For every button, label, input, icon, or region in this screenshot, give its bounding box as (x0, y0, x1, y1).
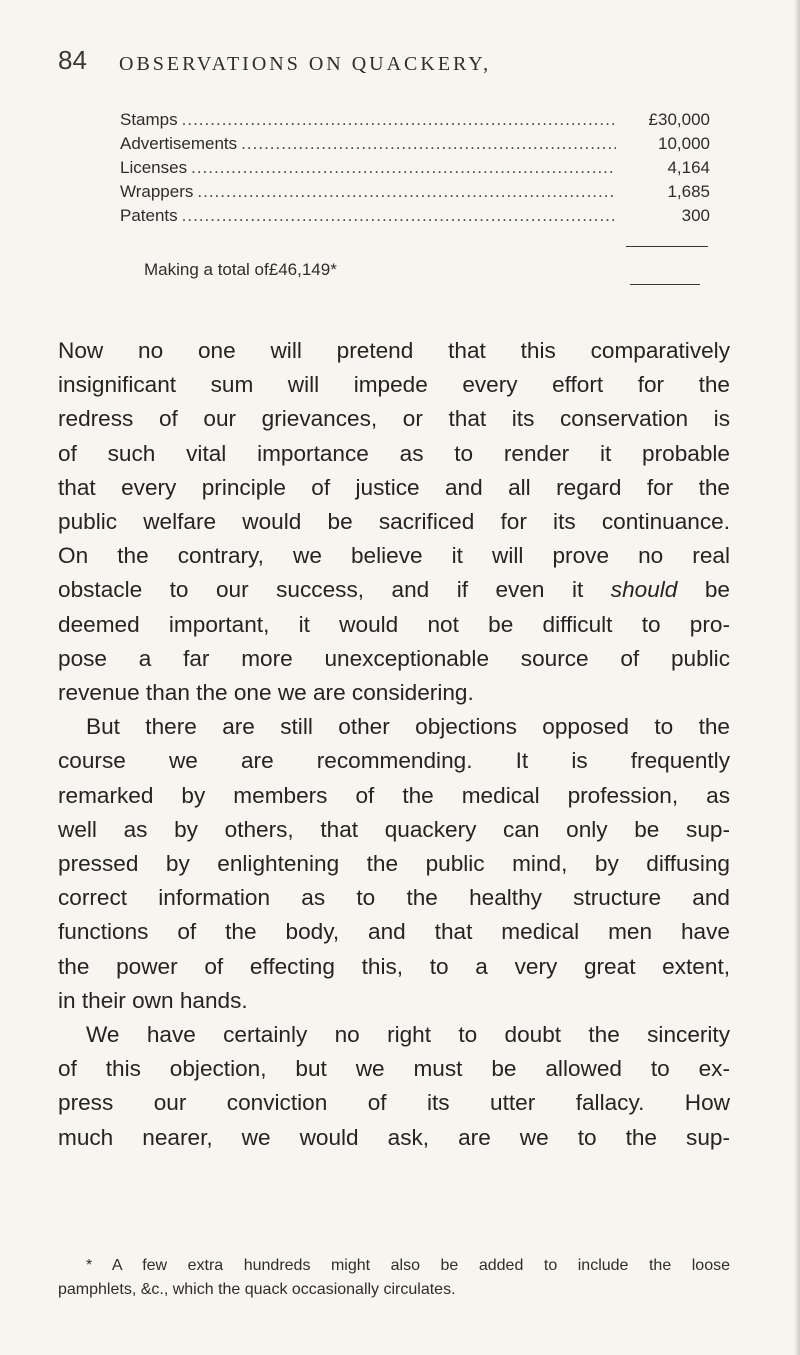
table-row (120, 110, 710, 134)
text-line: remarked by members of the medical profession, as (58, 782, 730, 808)
row-value: 1,685 (667, 182, 710, 201)
text-line: pressed by enlightening the public mind, by diffusing (58, 851, 730, 877)
total-row (144, 260, 710, 284)
text-line: course we are recommending. It is frequently (58, 748, 730, 774)
text-line: correct information as to the healthy structure and (58, 885, 730, 911)
footnote-line: * A few extra hundreds might also be added to include the loose (86, 1257, 730, 1274)
table-row (120, 158, 710, 182)
row-value: 4,164 (667, 158, 710, 177)
row-value: £30,000 (648, 110, 710, 129)
text-line: much nearer, we would ask, are we to the sup- (58, 1124, 730, 1150)
leader-dots (191, 158, 616, 178)
footnote-line: pamphlets, &c., which the quack occasionally circulates. (58, 1281, 456, 1298)
total-label: Making a total of (144, 260, 269, 279)
text-line: public welfare would be sacrificed for its continuance. (58, 509, 730, 535)
text-line: the power of effecting this, to a very great extent, (58, 953, 730, 979)
leader-dots (241, 134, 616, 154)
text-line: well as by others, that quackery can only be sup- (58, 816, 730, 842)
page-edge-shadow (794, 0, 800, 1355)
text-line: Now no one will pretend that this comparatively (58, 338, 730, 363)
text-line: press our conviction of its utter fallacy. How (58, 1090, 730, 1116)
text-line: of such vital importance as to render it probable (58, 440, 730, 466)
row-label: Wrappers (120, 182, 194, 201)
text-line: that every principle of justice and all regard for the (58, 474, 730, 500)
text-span: be (704, 577, 730, 603)
text-span: obstacle to our success, and if even it (58, 577, 584, 603)
text-line: deemed important, it would not be difficult to pro- (58, 611, 730, 637)
text-line (58, 573, 730, 607)
row-label: Stamps (120, 110, 178, 129)
text-line: in their own hands. (58, 987, 248, 1013)
row-value: 10,000 (658, 134, 710, 153)
table-row (120, 206, 710, 230)
body-text (58, 334, 730, 1155)
leader-dots (197, 182, 616, 202)
sum-rule-bottom (630, 284, 700, 285)
leader-dots (182, 206, 616, 226)
table-row (120, 134, 710, 158)
running-head: OBSERVATIONS ON QUACKERY, (119, 53, 492, 75)
page-number: 84 (58, 45, 87, 75)
text-line: insignificant sum will impede every effort for the (58, 372, 730, 398)
text-line: of this objection, but we must be allowed to ex- (58, 1056, 730, 1082)
row-label: Advertisements (120, 134, 238, 153)
sum-rule-top (626, 246, 708, 247)
row-label: Licenses (120, 158, 188, 177)
total-value: £46,149* (268, 260, 337, 279)
italic-word: should (610, 577, 678, 603)
text-line: functions of the body, and that medical men have (58, 919, 730, 945)
text-line: redress of our grievances, or that its conservation is (58, 406, 730, 432)
text-line: pose a far more unexceptionable source of public (58, 645, 730, 671)
text-line: But there are still other objections opposed to the (86, 714, 730, 740)
row-label: Patents (120, 206, 178, 225)
text-line: On the contrary, we believe it will prove no real (58, 543, 730, 569)
revenue-table (120, 110, 710, 279)
page-header (58, 45, 718, 85)
leader-dots (182, 110, 616, 130)
footnote (58, 1254, 730, 1302)
text-line: We have certainly no right to doubt the sincerity (86, 1022, 730, 1048)
row-value: 300 (681, 206, 710, 225)
table-row (120, 182, 710, 206)
text-line: revenue than the one we are considering. (58, 680, 474, 706)
